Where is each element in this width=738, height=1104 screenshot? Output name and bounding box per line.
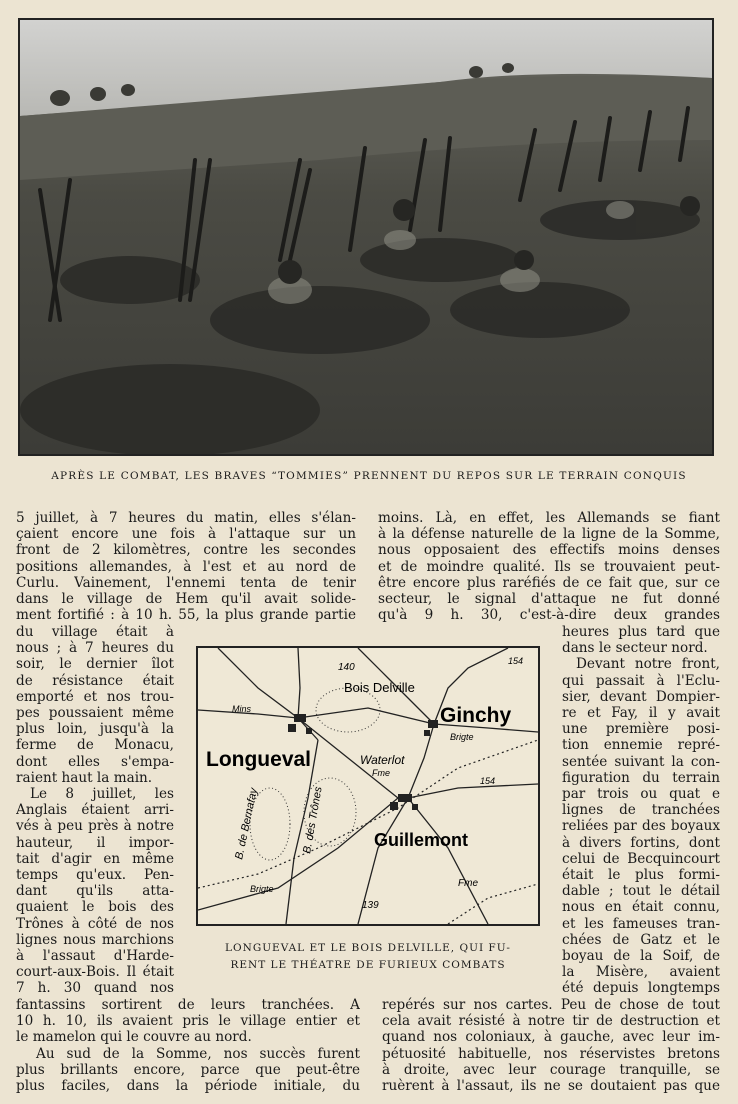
map-label-alt-140: 140 [338,662,355,673]
text-line: lignes nous marchions [16,931,174,948]
text-line: boyau de la Soif, de [562,948,720,965]
text-line: re et Fay, il y avait [562,705,720,722]
map-label-brigte-2: Brigte [250,884,274,894]
left-column-top [16,510,356,623]
text-line: était le plus formi- [562,867,720,884]
text-line: à la défense naturelle de la ligne de la Somme, [378,526,720,543]
text-line: raient haut la main. [16,769,153,786]
text-line: dans le village de Hem qu'il avait solide- [16,591,356,608]
text-line: temps qu'eux. Pen- [16,867,174,884]
map-label-longueval: Longueval [206,748,312,771]
text-line: dable ; tout le détail [562,883,720,900]
text-line: la Misère, avaient [562,964,720,981]
text-line: moins. Là, en effet, les Allemands se fiant [378,510,720,526]
map-label-brigte-1: Brigte [450,732,474,742]
text-line: du village était à [16,624,174,640]
map-caption-line: RENT LE THÉATRE DE FURIEUX COMBATS [230,959,506,971]
text-line: çaient encore une fois à l'attaque sur un [16,526,356,543]
text-line: plus faciles, dans la période initiale, du [16,1078,360,1095]
map-label-bois-bernafay: B. de Bernafay [233,786,261,861]
map-label-bois-delville: Bois Delville [344,680,415,695]
text-line: être encore plus raréfiés de ce fait que, sur ce [378,574,720,591]
text-line: de résistance était [16,672,174,689]
text-line: heures plus tard que [562,624,720,640]
text-line: plus loin, jusqu'à la [16,721,174,738]
text-line: dans le secteur nord. [562,640,708,657]
text-line: qui passait à l'Eclu- [562,672,720,689]
map-label-guillemont: Guillemont [374,830,468,850]
text-line: sier, devant Dompier- [562,688,720,705]
text-line: à droite, avec leur courage tranquille, se [382,1061,720,1078]
map-label-alt-154-top: 154 [508,656,524,666]
text-line: qu'à 9 h. 30, c'est-à-dire deux grandes [378,607,720,624]
battle-map-drawing [198,648,538,924]
text-line: court-aux-Bois. Il était [16,964,174,981]
right-column-bottom [382,997,720,1094]
text-line: quaient le bois des [16,899,174,916]
text-line: été depuis longtemps [562,980,720,997]
text-line: front de 2 kilomètres, contre les secondes [16,542,356,559]
text-line: hauteur, il impor- [16,834,174,851]
text-line: le mamelon qui le couvre au nord. [16,1029,252,1046]
text-line: pes poussaient même [16,705,174,722]
map-label-mins: Mins [232,704,252,714]
text-line: ruèrent à l'assaut, ils ne se doutaient pas que [382,1078,720,1095]
battlefield-photo [18,18,714,456]
text-line: sentée suivant la con- [562,753,720,770]
left-column-bottom [16,997,360,1094]
text-line: ferme de Monacu, [16,737,174,754]
map-caption-line: LONGUEVAL ET LE BOIS DELVILLE, QUI FU- [225,942,511,954]
text-line: pétuosité habituelle, nos réservistes bretons [382,1045,720,1062]
text-line: par trois ou quat e [562,786,720,803]
text-line: tion ennemie repré- [562,737,720,754]
text-line: Devant notre front, [576,656,720,673]
text-line: nous en était connu, [562,899,720,916]
map-label-fme-south: Fme [458,878,478,889]
text-line: soir, le dernier îlot [16,656,174,673]
text-line: dont elles s'empa- [16,753,174,770]
text-line: repérés sur nos cartes. Peu de chose de tout [382,997,720,1013]
text-line: reliées par des boyaux [562,818,720,835]
text-line: positions allemandes, à l'est et au nord de [16,558,356,575]
text-line: Trônes à côté de nos [16,915,174,932]
text-line: nous opposaient des effectifs moins denses [378,542,720,559]
text-line: ment fortifié : à 10 h. 55, la plus grande partie [16,607,356,624]
text-line: emporté et nos trou- [16,688,174,705]
text-line: Curlu. Vainement, l'ennemi tenta de tenir [16,574,356,591]
text-line: 7 h. 30 quand nos [16,980,174,997]
text-line: vés à peu près à notre [16,818,174,835]
text-line: nous ; à 7 heures du [16,640,174,657]
battlefield-photo-illustration [20,20,712,454]
text-line: 5 juillet, à 7 heures du matin, elles s'élan- [16,510,356,526]
map-label-alt-139: 139 [362,900,379,911]
map-label-ginchy: Ginchy [440,704,512,727]
text-line: et de moindre qualité. Ils se trouvaient peut- [378,558,720,575]
text-line: et les fameuses tran- [562,915,720,932]
photo-caption: APRÈS LE COMBAT, LES BRAVES “TOMMIES” PRENNENT DU REPOS SUR LE TERRAIN CONQUIS [51,470,687,482]
map-label-bois-trones: B. des Trônes [301,785,325,855]
text-line: Anglais étaient arri- [16,802,174,819]
battle-map [196,646,540,926]
text-line: Le 8 juillet, les [30,786,174,803]
text-line: secteur, le signal d'attaque ne fut donné [378,591,720,608]
map-label-alt-154: 154 [480,776,496,786]
text-line: tait d'agir en même [16,850,174,867]
text-line: Au sud de la Somme, nos succès furent [36,1045,360,1062]
right-column-top [378,510,720,623]
left-column-narrow [16,624,174,997]
text-line: une première posi- [562,721,720,738]
text-line: à divers fortins, dont [562,834,720,851]
text-line: chées de Gatz et le [562,931,720,948]
text-line: à l'assaut d'Harde- [16,948,174,965]
right-column-narrow [562,624,720,997]
text-line: figuration du terrain [562,769,720,786]
text-line: cela avait résisté à notre tir de destruction et [382,1013,720,1030]
text-line: plus brillants encore, parce que peut-être [16,1061,360,1078]
map-label-waterlot: Waterlot [360,753,405,767]
map-caption [196,940,540,974]
text-line: dant qu'ils atta- [16,883,174,900]
text-line: quand nos coloniaux, à gauche, avec leur im- [382,1029,720,1046]
map-label-fme-waterlot: Fme [372,768,390,778]
text-line: lignes de tranchées [562,802,720,819]
text-line: fantassins sortirent de leurs tranchées. A [16,997,360,1013]
text-line: 10 h. 10, ils avaient pris le village entier et [16,1013,360,1030]
text-line: celui de Becquincourt [562,850,720,867]
